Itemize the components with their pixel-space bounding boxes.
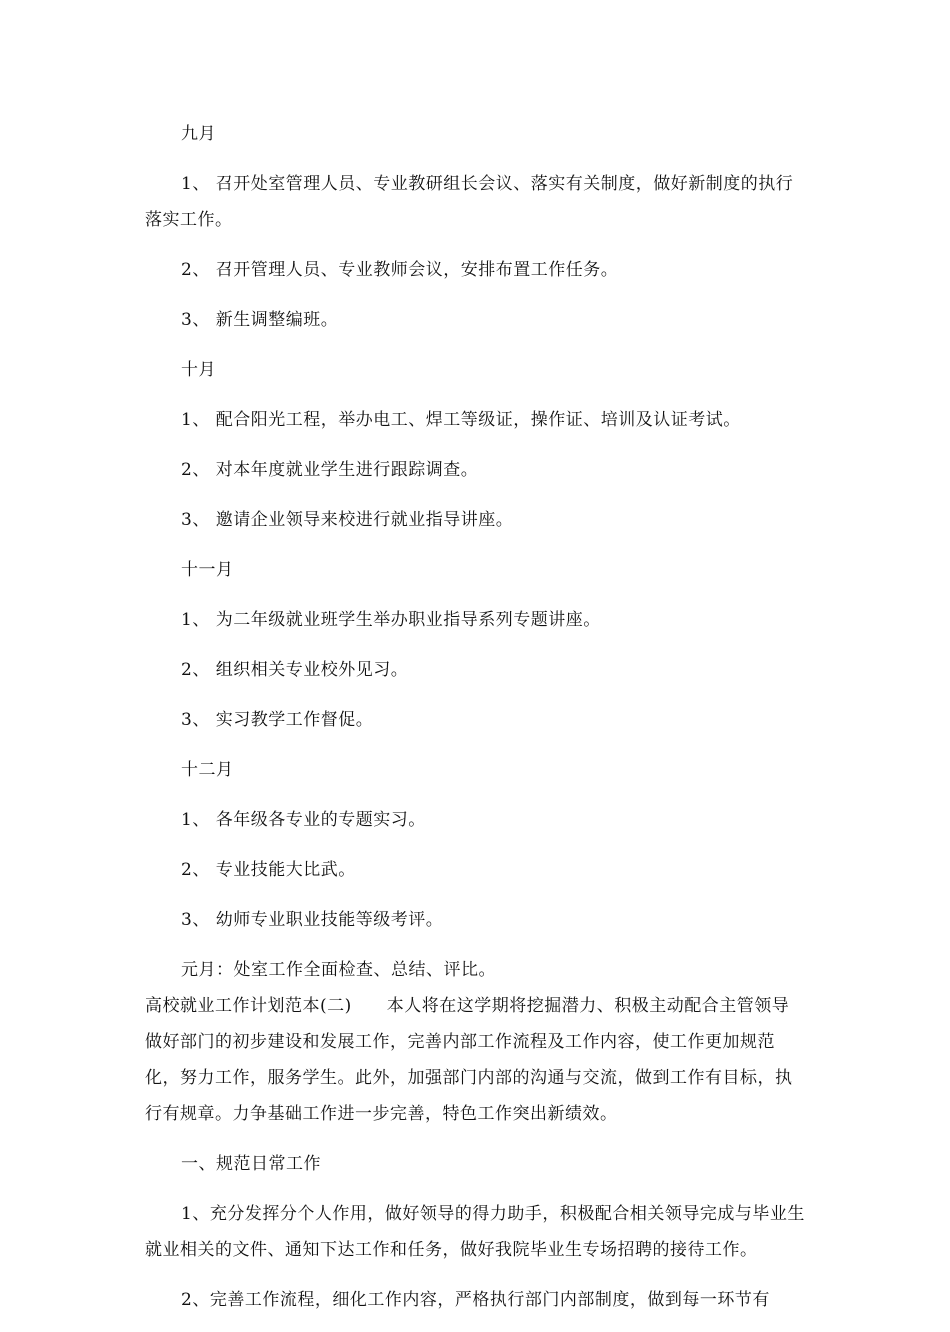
october-item-3: 3、 邀请企业领导来校进行就业指导讲座。 bbox=[181, 510, 514, 530]
september-item-3: 3、 新生调整编班。 bbox=[181, 310, 339, 330]
december-item-1: 1、 各年级各专业的专题实习。 bbox=[181, 810, 426, 830]
november-item-1: 1、 为二年级就业班学生举办职业指导系列专题讲座。 bbox=[181, 610, 601, 630]
daily-work-item-1: 1、充分发挥分个人作用，做好领导的得力助手，积极配合相关领导完成与毕业生就业相关的文件、通知下达工作和任务，做好我院毕业生专场招聘的接待工作。 bbox=[145, 1204, 805, 1260]
january-summary: 元月：处室工作全面检查、总结、评比。 bbox=[181, 960, 496, 980]
month-heading-october: 十月 bbox=[181, 360, 216, 380]
november-item-2: 2、 组织相关专业校外见习。 bbox=[181, 660, 409, 680]
december-item-3: 3、 幼师专业职业技能等级考评。 bbox=[181, 910, 444, 930]
document-page bbox=[145, 116, 805, 1332]
plan-two-intro: 高校就业工作计划范本(二) 本人将在这学期将挖掘潜力、积极主动配合主管领导做好部门的初步建设和发展工作，完善内部工作流程及工作内容，使工作更加规范化，努力工作，服务学生。此外，加强部门内部的沟通与交流，做到工作有目标，执行有规章。力争基础工作进一步完善，特色工作突出新绩效。 bbox=[145, 996, 793, 1124]
september-item-1: 1、 召开处室管理人员、专业教研组长会议、落实有关制度，做好新制度的执行落实工作。 bbox=[145, 174, 794, 230]
december-item-2: 2、 专业技能大比武。 bbox=[181, 860, 356, 880]
september-item-2: 2、 召开管理人员、专业教师会议，安排布置工作任务。 bbox=[181, 260, 619, 280]
november-item-3: 3、 实习教学工作督促。 bbox=[181, 710, 374, 730]
month-heading-november: 十一月 bbox=[181, 560, 234, 580]
month-heading-december: 十二月 bbox=[181, 760, 234, 780]
month-heading-september: 九月 bbox=[181, 124, 216, 144]
section-heading-daily-work: 一、规范日常工作 bbox=[181, 1154, 321, 1174]
october-item-1: 1、 配合阳光工程，举办电工、焊工等级证，操作证、培训及认证考试。 bbox=[181, 410, 741, 430]
daily-work-item-2: 2、完善工作流程，细化工作内容，严格执行部门内部制度，做到每一环节有 bbox=[181, 1290, 770, 1310]
october-item-2: 2、 对本年度就业学生进行跟踪调查。 bbox=[181, 460, 479, 480]
